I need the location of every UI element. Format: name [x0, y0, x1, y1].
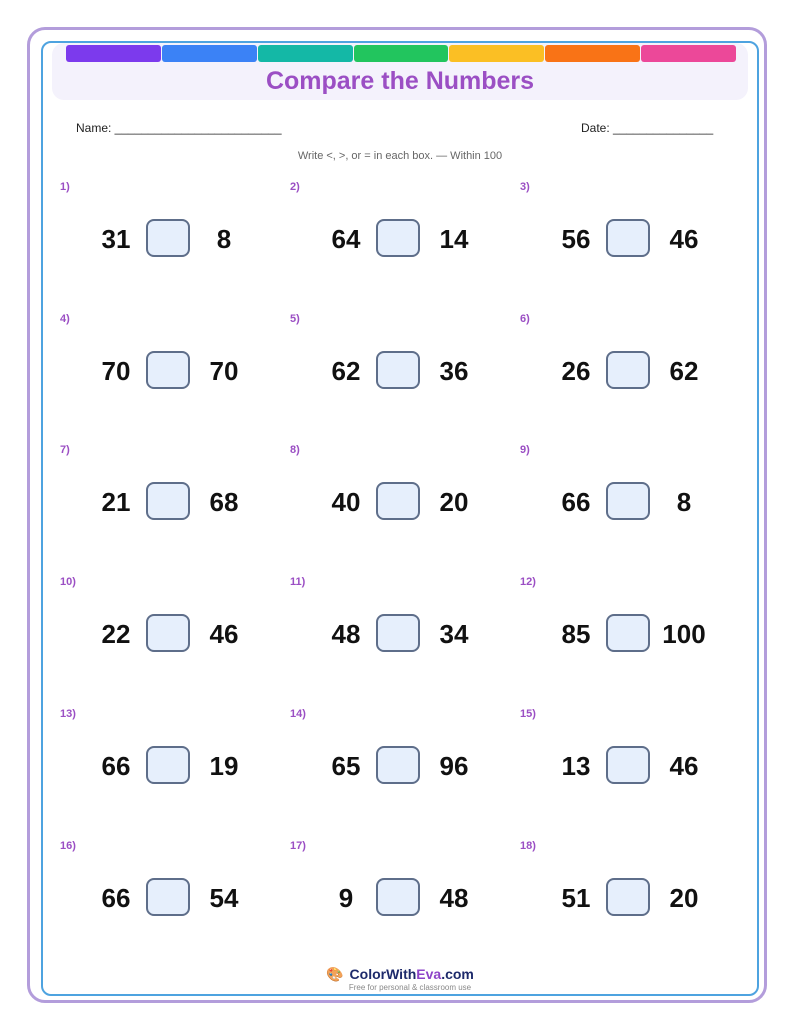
answer-box[interactable] — [606, 614, 650, 652]
problem-number: 17) — [290, 840, 306, 852]
right-number: 100 — [662, 619, 706, 649]
answer-box[interactable] — [606, 351, 650, 389]
left-number: 66 — [101, 751, 131, 781]
problem-number: 1) — [60, 181, 70, 193]
problem-number: 12) — [520, 576, 536, 588]
problem-item — [60, 708, 290, 840]
answer-box[interactable] — [606, 746, 650, 784]
answer-box[interactable] — [146, 614, 190, 652]
answer-box[interactable] — [146, 482, 190, 520]
instructions: Write <, >, or = in each box. — Within 100 — [297, 150, 503, 162]
brand-logo[interactable] — [0, 966, 800, 983]
brand-main: ColorWith — [349, 966, 417, 982]
palette-icon: 🎨 — [326, 966, 344, 982]
problem-number: 13) — [60, 708, 76, 720]
name-field[interactable]: Name: _________________________ — [76, 121, 282, 135]
problem-item — [290, 313, 520, 445]
date-field[interactable]: Date: _______________ — [581, 121, 714, 135]
right-number: 68 — [209, 487, 239, 517]
left-number: 65 — [331, 751, 361, 781]
answer-box[interactable] — [606, 219, 650, 257]
right-number: 34 — [439, 619, 469, 649]
right-number: 19 — [209, 751, 239, 781]
footer — [0, 966, 800, 992]
left-number: 40 — [331, 487, 361, 517]
problem-number: 3) — [520, 181, 530, 193]
right-number: 20 — [669, 883, 699, 913]
color-stripe — [449, 45, 544, 62]
left-number: 51 — [561, 883, 591, 913]
left-number: 13 — [561, 751, 591, 781]
left-number: 70 — [101, 356, 131, 386]
right-number: 46 — [669, 224, 699, 254]
color-stripe — [162, 45, 257, 62]
problem-number: 6) — [520, 313, 530, 325]
problem-item — [520, 576, 750, 708]
right-number: 46 — [669, 751, 699, 781]
right-number: 48 — [439, 883, 469, 913]
problem-number: 11) — [290, 576, 306, 588]
right-number: 62 — [669, 356, 699, 386]
problem-number: 7) — [60, 444, 70, 456]
problem-number: 9) — [520, 444, 530, 456]
problem-item — [60, 181, 290, 313]
answer-box[interactable] — [606, 482, 650, 520]
answer-box[interactable] — [376, 614, 420, 652]
color-stripe — [258, 45, 353, 62]
answer-box[interactable] — [606, 878, 650, 916]
problem-item — [290, 708, 520, 840]
problem-number: 2) — [290, 181, 300, 193]
problem-item — [290, 840, 520, 972]
problem-number: 18) — [520, 840, 536, 852]
problem-item — [520, 444, 750, 576]
right-number: 8 — [216, 224, 232, 254]
left-number: 21 — [101, 487, 131, 517]
brand-suffix: .com — [441, 966, 474, 982]
problem-number: 15) — [520, 708, 536, 720]
problem-number: 10) — [60, 576, 76, 588]
left-number: 66 — [101, 883, 131, 913]
brand-accent: Eva — [416, 966, 442, 982]
left-number: 26 — [561, 356, 591, 386]
left-number: 85 — [561, 619, 591, 649]
problem-number: 14) — [290, 708, 306, 720]
right-number: 20 — [439, 487, 469, 517]
color-stripe — [545, 45, 640, 62]
problem-number: 16) — [60, 840, 76, 852]
left-number: 48 — [331, 619, 361, 649]
right-number: 46 — [209, 619, 239, 649]
answer-box[interactable] — [146, 746, 190, 784]
answer-box[interactable] — [376, 746, 420, 784]
problem-item — [60, 840, 290, 972]
problem-item — [290, 444, 520, 576]
left-number: 9 — [338, 883, 354, 913]
left-number: 31 — [101, 224, 131, 254]
tagline: Free for personal & classroom use — [348, 983, 472, 992]
problem-item — [520, 181, 750, 313]
answer-box[interactable] — [376, 351, 420, 389]
right-number: 14 — [439, 224, 469, 254]
answer-box[interactable] — [376, 878, 420, 916]
left-number: 22 — [101, 619, 131, 649]
color-stripes — [66, 45, 736, 62]
answer-box[interactable] — [146, 351, 190, 389]
problem-number: 5) — [290, 313, 300, 325]
problem-item — [520, 840, 750, 972]
answer-box[interactable] — [146, 878, 190, 916]
page-title: Compare the Numbers — [265, 67, 535, 95]
answer-box[interactable] — [146, 219, 190, 257]
problem-item — [290, 181, 520, 313]
right-number: 8 — [676, 487, 692, 517]
problem-item — [520, 708, 750, 840]
answer-box[interactable] — [376, 219, 420, 257]
right-number: 54 — [209, 883, 239, 913]
problem-number: 4) — [60, 313, 70, 325]
problem-item — [290, 576, 520, 708]
right-number: 96 — [439, 751, 469, 781]
problem-item — [520, 313, 750, 445]
left-number: 56 — [561, 224, 591, 254]
left-number: 66 — [561, 487, 591, 517]
color-stripe — [354, 45, 449, 62]
color-stripe — [641, 45, 736, 62]
problem-item — [60, 313, 290, 445]
left-number: 64 — [331, 224, 361, 254]
right-number: 36 — [439, 356, 469, 386]
problem-item — [60, 576, 290, 708]
left-number: 62 — [331, 356, 361, 386]
answer-box[interactable] — [376, 482, 420, 520]
color-stripe — [66, 45, 161, 62]
problem-item — [60, 444, 290, 576]
problem-number: 8) — [290, 444, 300, 456]
right-number: 70 — [209, 356, 239, 386]
